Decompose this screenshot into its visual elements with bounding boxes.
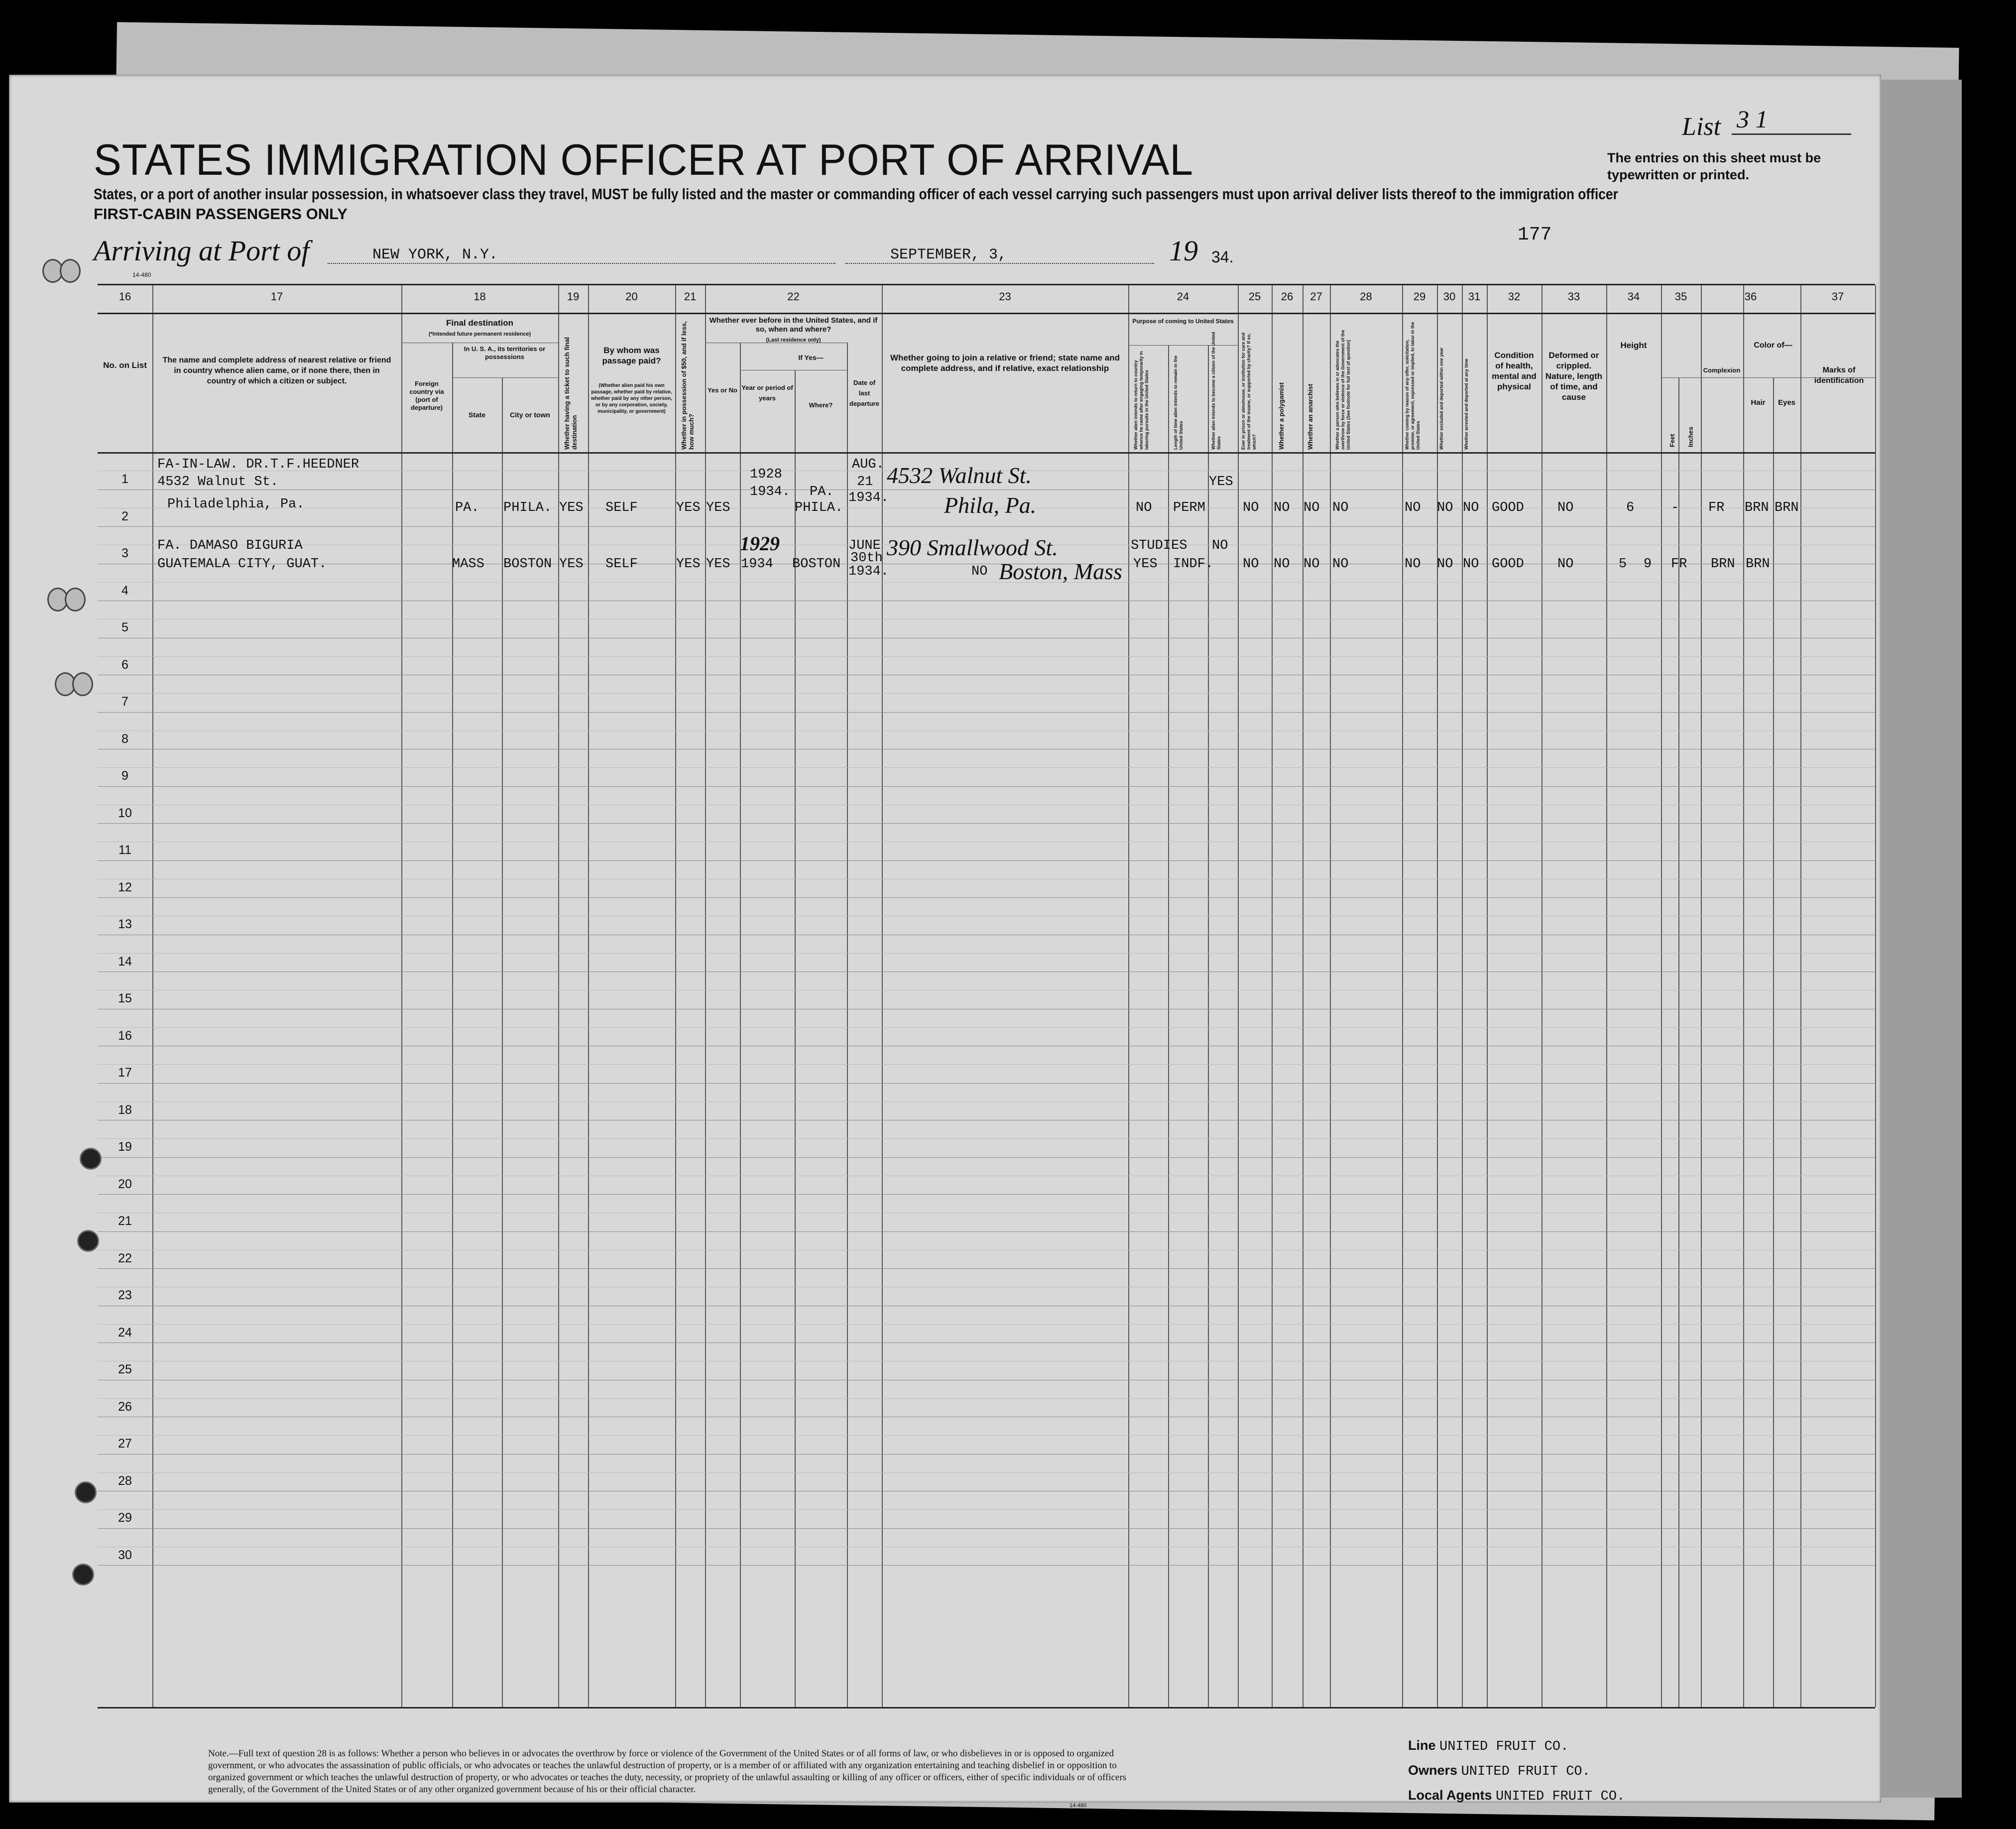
row-number: 22 — [118, 1251, 132, 1265]
subtitle-line-1: States, or a port of another insular possession, in whatsoever class they travel, MUST be fully listed and the master or commanding officer of each vessel carrying such passengers must upon arrival deliver lists thereof to the immigration officer — [94, 185, 1618, 203]
row-line — [98, 526, 1875, 527]
row-line — [98, 712, 1875, 713]
entry1-ticket: YES — [559, 500, 584, 515]
binder-ring — [60, 259, 81, 283]
row-subline — [98, 1027, 1875, 1028]
row-number: 21 — [118, 1214, 132, 1228]
row-subline — [98, 1138, 1875, 1139]
row-number: 4 — [121, 583, 128, 598]
col-num-23: 23 — [999, 290, 1011, 303]
entry2-health: GOOD — [1492, 557, 1524, 572]
hdr-if-yes: If Yes— — [798, 354, 824, 362]
entry1-purpose-a: NO — [1136, 500, 1152, 515]
entry2-prison: NO — [1243, 557, 1259, 572]
footer-owners-value: UNITED FRUIT CO. — [1461, 1764, 1590, 1779]
entry1-relative-line3: Philadelphia, Pa. — [167, 497, 305, 512]
entry2-relative-line1: FA. DAMASO BIGURIA — [157, 538, 303, 553]
hdr-city: City or town — [510, 411, 550, 419]
row-subline — [98, 1435, 1875, 1436]
row-number: 14 — [118, 954, 132, 969]
col-num-26: 26 — [1281, 290, 1294, 303]
row-number: 24 — [118, 1325, 132, 1340]
entry2-dep-line1: JUNE — [848, 538, 881, 553]
entry2-polygamist: NO — [1274, 557, 1290, 572]
row-number: 27 — [118, 1437, 132, 1451]
row-subline — [98, 693, 1875, 694]
row-number: 17 — [118, 1066, 132, 1080]
hdr-no-on-list: No. on List — [103, 361, 147, 370]
row-line — [98, 1342, 1875, 1343]
hdr-health: Condition of health, mental and physical — [1492, 351, 1537, 391]
hdr-q31: Whether arrested and deported at any time — [1464, 358, 1469, 450]
col-num-20: 20 — [625, 290, 638, 303]
entry2-state: MASS — [452, 557, 484, 572]
entry1-q30: NO — [1437, 500, 1453, 515]
entry1-anarchist: NO — [1304, 500, 1320, 515]
hdr-final-destination-note: (*Intended future permanent residence) — [428, 331, 531, 337]
row-line — [98, 1454, 1875, 1455]
entry2-inches: 9 — [1644, 557, 1652, 572]
entry1-purpose-b: PERM — [1173, 500, 1205, 515]
entry2-city: BOSTON — [503, 557, 552, 572]
hdr-final-destination: Final destination — [446, 318, 514, 328]
hdr-purpose-c: Whether alien intends to become a citizen of the United States — [1211, 332, 1221, 450]
row-line — [98, 1528, 1875, 1529]
entry2-ticket: YES — [559, 557, 584, 572]
entry2-hair: BRN — [1711, 557, 1735, 572]
entry2-q31: NO — [1463, 557, 1479, 572]
hdr-yes-no: Yes or No — [708, 386, 737, 394]
entry2-years-line2: 1934 — [741, 557, 773, 572]
entry2-feet: 5 — [1619, 557, 1627, 572]
row-subline — [98, 767, 1875, 768]
row-number: 1 — [121, 472, 128, 486]
footer-line — [1408, 1738, 1568, 1754]
entry2-purpose-c: NO — [1212, 538, 1228, 553]
row-line — [98, 1194, 1875, 1195]
arriving-label: Arriving at Port of — [94, 235, 310, 267]
entry1-relative-line2: 4532 Walnut St. — [157, 475, 279, 489]
hdr-inches: Inches — [1687, 426, 1694, 447]
footer-owners-label: Owners — [1408, 1763, 1458, 1778]
hdr-color-of: Color of— — [1754, 341, 1792, 350]
entry2-years-line1: 1929 — [740, 532, 780, 555]
list-underline — [1732, 133, 1851, 135]
entry1-inches: - — [1671, 500, 1679, 515]
entry1-feet: 6 — [1626, 500, 1635, 515]
row-number: 3 — [121, 546, 128, 560]
col-num-36: 36 — [1744, 290, 1757, 303]
row-line — [98, 786, 1875, 787]
binder-hole — [80, 1148, 102, 1170]
row-subline — [98, 1064, 1875, 1065]
entry1-fifty: YES — [676, 500, 701, 515]
row-subline — [98, 1324, 1875, 1325]
hdr-foreign-country: Foreign country via (port of departure) — [409, 380, 444, 411]
entry2-anarchist: NO — [1304, 557, 1320, 572]
col-num-16: 16 — [119, 290, 131, 303]
entry1-purpose-c: YES — [1209, 475, 1233, 489]
entry1-dep-line3: 1934. — [848, 490, 889, 505]
col-num-18: 18 — [474, 290, 486, 303]
entry2-q28: NO — [1332, 557, 1349, 572]
row-subline — [98, 582, 1875, 583]
entry1-passage: SELF — [605, 500, 638, 515]
footnote-q28: Note.—Full text of question 28 is as follows: Whether a person who believes in or advocates the overthrow by force or violence of the Government of the United States or of all forms of law, or who disbelieves in or is opposed to organized government, or who advocates the assassination of public officials, or who advocates or teaches the unlawful destruction of property, or is a member of or affiliated with any organization entertaining and teaching disbelief in or opposition to organized government or which teaches the unlawful destruction of property, or who advocates or teaches the duty, necessity, or propriety of the unlawful assaulting or killing of any officer or officers, either of specific individuals or of officers generally, of the Government of the United States or of any other organized government because of his or their official character. — [208, 1748, 1127, 1795]
col-num-32: 32 — [1508, 290, 1521, 303]
row-line — [98, 823, 1875, 824]
hdr-ticket: Whether having a ticket to such final destination — [563, 337, 578, 450]
row-number: 16 — [118, 1028, 132, 1043]
row-number: 30 — [118, 1548, 132, 1562]
entry2-before: YES — [706, 557, 730, 572]
hdr-date-departure: Date of last departure — [849, 379, 879, 407]
col-num-35: 35 — [1674, 290, 1687, 303]
manifest-grid — [98, 284, 1875, 1708]
entry1-joining-line2: Phila, Pa. — [944, 492, 1037, 518]
entry1-where-line2: PHILA. — [795, 500, 843, 515]
col-num-21: 21 — [684, 290, 697, 303]
row-number: 23 — [118, 1288, 132, 1302]
entry1-prison: NO — [1243, 500, 1259, 515]
hdr-before-note: (Last residence only) — [766, 337, 821, 343]
entry2-dep-line3: 1934. — [848, 564, 889, 579]
entry2-purpose-a-line1: STUDIES — [1131, 538, 1187, 553]
col-num-28: 28 — [1360, 290, 1372, 303]
list-number: 3 1 — [1737, 105, 1768, 133]
row-number: 9 — [121, 769, 128, 783]
list-label: List — [1682, 113, 1721, 141]
col-num-29: 29 — [1413, 290, 1426, 303]
subtitle-line-2: FIRST-CABIN PASSENGERS ONLY — [94, 205, 348, 223]
binder-hole — [75, 1481, 97, 1503]
row-number: 5 — [121, 620, 128, 634]
manifest-sheet — [9, 75, 1881, 1809]
hdr-q30: Whether excluded and deported within one year — [1439, 347, 1444, 450]
col-num-30: 30 — [1443, 290, 1456, 303]
hdr-where: Where? — [809, 401, 833, 409]
year-prefix: 19 — [1169, 235, 1198, 267]
entry2-purpose-b: INDF. — [1173, 557, 1214, 572]
hdr-in-usa: In U. S. A., its territories or possessions — [464, 345, 546, 361]
form-code: 14-480 — [132, 271, 151, 278]
row-number: 13 — [118, 917, 132, 931]
entry1-health: GOOD — [1492, 500, 1524, 515]
row-line — [98, 1157, 1875, 1158]
binder-hole — [77, 1230, 99, 1252]
entry2-relative-line2: GUATEMALA CITY, GUAT. — [157, 557, 327, 572]
entry1-before: YES — [706, 500, 730, 515]
row-subline — [98, 1101, 1875, 1102]
hdr-q28: Whether a person who believes in or advocates the overthrow by force or violence of the Government of the United States (See footnote for full text of question) — [1335, 330, 1351, 450]
row-number: 19 — [118, 1140, 132, 1154]
entry1-complexion: FR — [1708, 500, 1725, 515]
row-number: 28 — [118, 1473, 132, 1488]
hdr-year-period: Year or period of years — [741, 384, 793, 402]
row-number: 18 — [118, 1102, 132, 1117]
entry1-relative-line1: FA-IN-LAW. DR.T.F.HEEDNER — [157, 457, 359, 472]
page-title: STATES IMMIGRATION OFFICER AT PORT OF ARRIVAL — [94, 135, 1193, 184]
row-number: 26 — [118, 1399, 132, 1414]
row-number: 12 — [118, 880, 132, 894]
footer-line-label: Line — [1408, 1738, 1436, 1753]
row-line — [98, 1268, 1875, 1269]
row-number: 15 — [118, 991, 132, 1005]
hdr-polygamist: Whether a polygamist — [1278, 382, 1285, 450]
entry2-eyes: BRN — [1746, 557, 1770, 572]
entry1-years-line1: 1928 — [750, 467, 782, 482]
page-subtitle — [94, 184, 1887, 224]
entry1-dep-line1: AUG. — [852, 457, 884, 472]
sheet-number: 177 — [1518, 224, 1552, 245]
row-number: 25 — [118, 1362, 132, 1376]
entry1-deformed: NO — [1557, 500, 1574, 515]
hdr-joining: Whether going to join a relative or friend; state name and complete address, and if relative, exact relationship — [890, 353, 1120, 373]
col-num-37: 37 — [1831, 290, 1844, 303]
row-subline — [98, 656, 1875, 657]
row-line — [98, 1565, 1875, 1566]
entry1-city: PHILA. — [503, 500, 552, 515]
entry2-joining-line1: 390 Smallwood St. — [887, 535, 1058, 560]
hdr-passage-note: (Whether alien paid his own passage, whether paid by relative, whether paid by any other person, or by any corporation, society, municipality, or government) — [591, 383, 672, 414]
hdr-q29: Whether coming by reason of any offer, solicitation, promise, or agreement, expressed or implied, to labor in the United States — [1405, 322, 1421, 450]
entry2-joining-line2: Boston, Mass — [999, 559, 1122, 584]
hdr-purpose-a: Whether alien intends to return to country whence he came after engaging temporarily in laboring pursuits in the United States — [1133, 351, 1149, 450]
entry2-where-line1: BOSTON — [792, 557, 841, 572]
binder-hole — [72, 1564, 94, 1585]
entry1-hair: BRN — [1745, 500, 1769, 515]
footer-agents-label: Local Agents — [1408, 1788, 1492, 1803]
entry2-q30: NO — [1437, 557, 1453, 572]
date-value: SEPTEMBER, 3, — [890, 246, 1007, 263]
footer-owners — [1408, 1763, 1590, 1779]
entry1-eyes: BRN — [1775, 500, 1799, 515]
col-num-24: 24 — [1177, 290, 1189, 303]
entries-note: The entries on this sheet must be typewritten or printed. — [1607, 150, 1821, 182]
footer-agents-value: UNITED FRUIT CO. — [1496, 1789, 1625, 1804]
hdr-eyes: Eyes — [1778, 398, 1796, 407]
col-num-34: 34 — [1627, 290, 1640, 303]
row-number: 2 — [121, 509, 128, 523]
hdr-passage: By whom was passage paid? — [602, 346, 661, 366]
col-num-17: 17 — [270, 290, 283, 303]
hdr-height: Height — [1620, 341, 1647, 350]
entry1-q31: NO — [1463, 500, 1479, 515]
entry2-q29: NO — [1405, 557, 1421, 572]
hdr-deformed: Deformed or crippled. Nature, length of time, and cause — [1545, 351, 1603, 402]
entry2-dep-line2: 30th — [850, 551, 883, 566]
entry2-deformed: NO — [1557, 557, 1574, 572]
entry2-complexion: FR — [1671, 557, 1687, 572]
row-number: 7 — [121, 695, 128, 709]
entry1-q28: NO — [1332, 500, 1349, 515]
col-num-22: 22 — [787, 290, 800, 303]
entry2-passage: SELF — [605, 557, 638, 572]
hdr-state: State — [468, 411, 486, 419]
row-subline — [98, 1472, 1875, 1473]
hdr-hair: Hair — [1751, 398, 1766, 407]
row-line — [98, 860, 1875, 861]
row-line — [98, 1083, 1875, 1084]
hdr-relative: The name and complete address of nearest relative or friend in country whence alien came, or if none there, then in country of which a citizen or subject. — [162, 356, 391, 385]
entry2-fifty: YES — [676, 557, 701, 572]
entry1-dep-line2: 21 — [857, 475, 873, 489]
entry1-polygamist: NO — [1274, 500, 1290, 515]
entry1-state: PA. — [455, 500, 479, 515]
footer-line-value: UNITED FRUIT CO. — [1439, 1739, 1569, 1754]
col-num-33: 33 — [1567, 290, 1580, 303]
footer-agents — [1408, 1788, 1625, 1804]
entry1-q29: NO — [1405, 500, 1421, 515]
row-number: 10 — [118, 806, 132, 820]
col-num-19: 19 — [567, 290, 580, 303]
hdr-feet: Feet — [1668, 434, 1676, 447]
entry1-where-line1: PA. — [810, 485, 834, 499]
hdr-purpose: Purpose of coming to United States — [1132, 318, 1234, 325]
row-line — [98, 489, 1875, 490]
col-num-25: 25 — [1248, 290, 1261, 303]
entry1-joining-line1: 4532 Walnut St. — [887, 463, 1032, 488]
hdr-prison: Ever in prison or almshouse, or institution for care and treatment of the insane, or supported by charity? If so, which? — [1241, 332, 1257, 450]
port-value: NEW YORK, N.Y. — [372, 246, 498, 263]
hdr-complexion: Complexion — [1703, 366, 1741, 374]
row-number: 29 — [118, 1511, 132, 1525]
hdr-fifty: Whether in possession of $50, and if less, how much? — [680, 321, 695, 450]
hdr-marks: Marks of identification — [1814, 366, 1864, 385]
entry2-purpose-a-line2: YES — [1133, 557, 1158, 572]
row-number: 20 — [118, 1177, 132, 1191]
row-subline — [98, 953, 1875, 954]
row-number: 11 — [119, 843, 131, 857]
row-number: 8 — [121, 732, 128, 746]
footnote-form-code: 14-480 — [1069, 1803, 1087, 1809]
row-subline — [98, 1398, 1875, 1399]
row-line — [98, 897, 1875, 898]
binder-ring — [72, 672, 93, 696]
hdr-before: Whether ever before in the United States, and if so, when and where? — [709, 316, 878, 334]
entry2-joining-typed: NO — [971, 564, 988, 579]
hdr-purpose-b: Length of time alien intends to remain in the United States — [1173, 355, 1184, 450]
row-line — [98, 1231, 1875, 1232]
binder-ring — [65, 588, 86, 611]
row-number: 6 — [121, 657, 128, 672]
col-num-31: 31 — [1468, 290, 1481, 303]
hdr-anarchist: Whether an anarchist — [1306, 383, 1314, 450]
col-num-27: 27 — [1310, 290, 1322, 303]
entry1-years-line2: 1934. — [750, 485, 791, 499]
year-suffix: 34. — [1211, 248, 1234, 266]
row-subline — [98, 1509, 1875, 1510]
